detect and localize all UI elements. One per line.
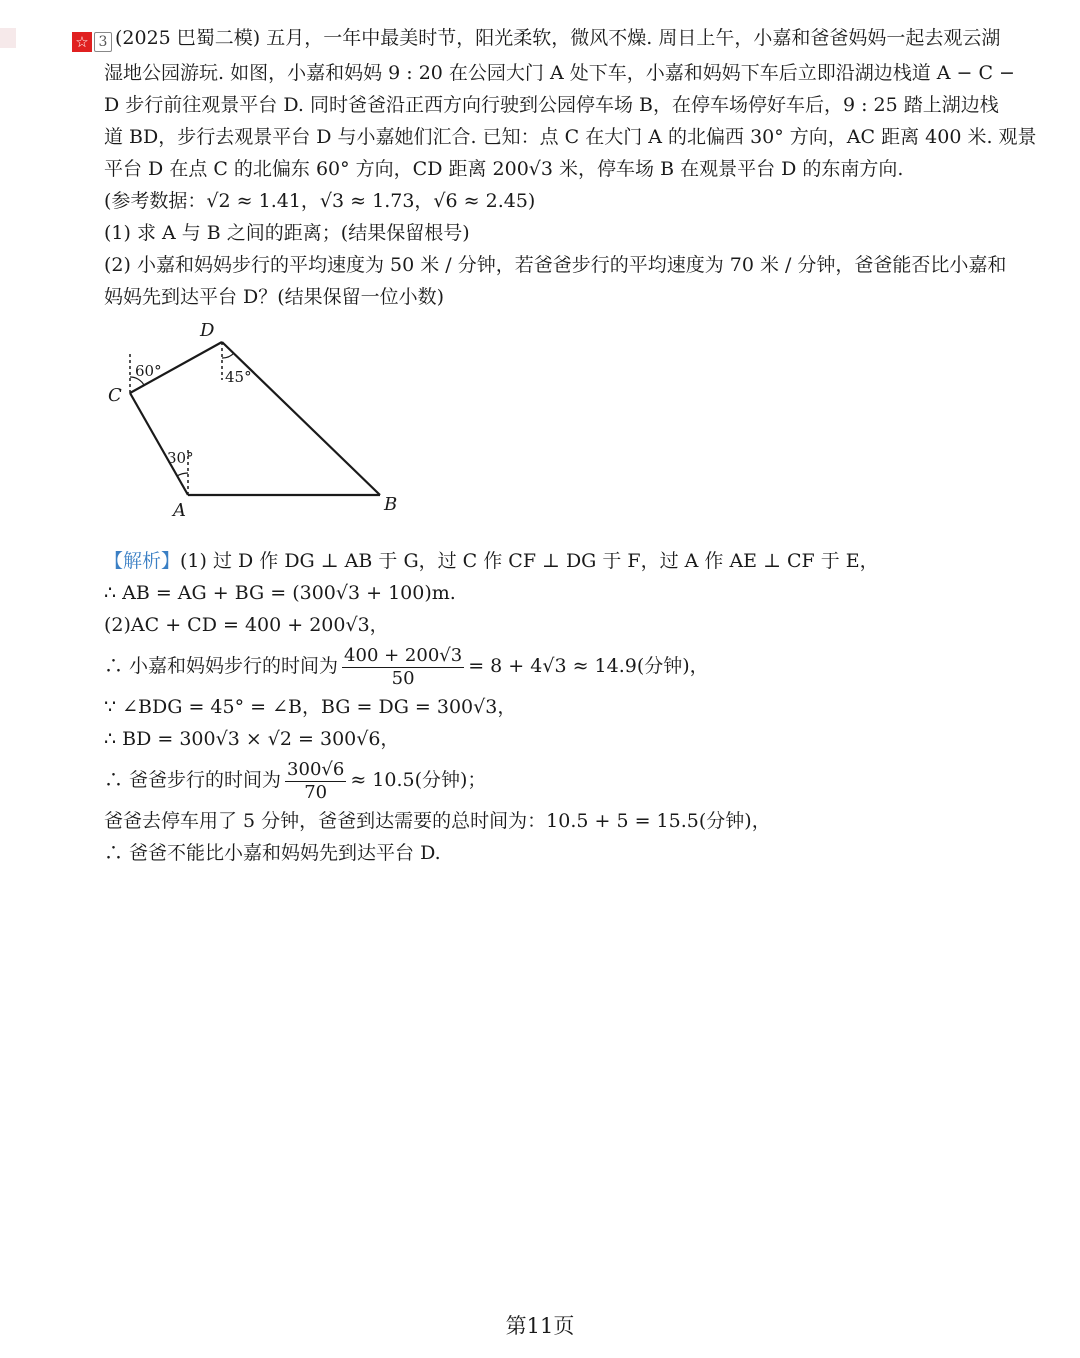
solution-line-6: ∴ BD = 300√3 × √2 = 300√6， <box>104 728 400 750</box>
angle-label-d: 45° <box>225 368 252 386</box>
solution-text: ∴ 小嘉和妈妈步行的时间为 <box>104 655 339 677</box>
problem-line-1 <box>72 22 1044 57</box>
numerator: 400 + 200√3 <box>344 644 463 666</box>
star-icon: ☆ <box>72 32 92 52</box>
angle-arc-a <box>177 473 188 476</box>
solution-line-8: 爸爸去停车用了 5 分钟，爸爸到达需要的总时间为：10.5 + 5 = 15.5(分钟)， <box>104 810 771 832</box>
denominator: 70 <box>304 781 328 803</box>
fraction <box>342 645 464 690</box>
solution-line-4 <box>104 641 1044 691</box>
point-label-b: B <box>384 494 398 515</box>
solution-line-7 <box>104 755 1044 805</box>
angle-label-a: 30° <box>167 449 194 467</box>
solution-line-1 <box>104 545 1044 577</box>
segment-ac <box>130 393 188 495</box>
segment-db <box>222 342 380 495</box>
solution-line-3: (2)AC + CD = 400 + 200√3， <box>104 614 389 636</box>
question-badge <box>72 25 112 57</box>
solution-line-2: ∴ AB = AG + BG = (300√3 + 100)m. <box>104 582 456 604</box>
point-label-d: D <box>200 320 215 341</box>
problem-text: (2025 巴蜀二模) 五月，一年中最美时节，阳光柔软，微风不燥. 周日上午，小嘉和爸爸妈妈一起去观云湖 <box>115 27 1001 49</box>
point-label-c: C <box>108 385 122 406</box>
angle-label-c: 60° <box>135 362 162 380</box>
question-part-1: (1) 求 A 与 B 之间的距离；(结果保留根号) <box>104 222 470 244</box>
solution-line-9: ∴ 爸爸不能比小嘉和妈妈先到达平台 D. <box>104 842 441 864</box>
fraction <box>285 759 346 804</box>
question-part-2-cont: 妈妈先到达平台 D？(结果保留一位小数) <box>104 286 445 308</box>
solution-text: ≈ 10.5(分钟)； <box>350 769 487 791</box>
solution-text: ∴ 爸爸步行的时间为 <box>104 769 282 791</box>
question-part-2: (2) 小嘉和妈妈步行的平均速度为 50 米 / 分钟，若爸爸步行的平均速度为 70 米 / 分钟，爸爸能否比小嘉和 <box>104 254 1007 276</box>
numerator: 300√6 <box>287 758 345 780</box>
solution-tag: 【解析】 <box>104 550 181 572</box>
solution-text: = 8 + 4√3 ≈ 14.9(分钟)， <box>468 655 709 677</box>
figure-svg <box>100 318 420 523</box>
angle-arc-d <box>222 353 234 358</box>
question-number: 3 <box>94 32 112 52</box>
solution-line-5: ∵ ∠BDG = 45° = ∠B，BG = DG = 300√3， <box>104 696 517 718</box>
problem-line-2: 湿地公园游玩. 如图，小嘉和妈妈 9 : 20 在公园大门 A 处下车，小嘉和妈妈下车后立即沿湖边栈道 A − C − <box>104 62 1015 84</box>
solution-text: (1) 过 D 作 DG ⊥ AB 于 G，过 C 作 CF ⊥ DG 于 F，过 A 作 AE ⊥ CF 于 E， <box>180 550 879 572</box>
reference-data: (参考数据：√2 ≈ 1.41，√3 ≈ 1.73，√6 ≈ 2.45) <box>104 190 536 212</box>
page-number: 第11页 <box>505 1314 575 1338</box>
denominator: 50 <box>391 667 415 689</box>
geometry-figure <box>100 318 420 523</box>
problem-line-3: D 步行前往观景平台 D. 同时爸爸沿正西方向行驶到公园停车场 B，在停车场停好车后，9 : 25 踏上湖边栈 <box>104 94 999 116</box>
problem-line-5: 平台 D 在点 C 的北偏东 60° 方向，CD 距离 200√3 米，停车场 B 在观景平台 D 的东南方向. <box>104 158 904 180</box>
page-edge-mark <box>0 28 16 48</box>
point-label-a: A <box>173 500 186 521</box>
problem-line-4: 道 BD，步行去观景平台 D 与小嘉她们汇合. 已知：点 C 在大门 A 的北偏西 30° 方向，AC 距离 400 米. 观景 <box>104 126 1037 148</box>
